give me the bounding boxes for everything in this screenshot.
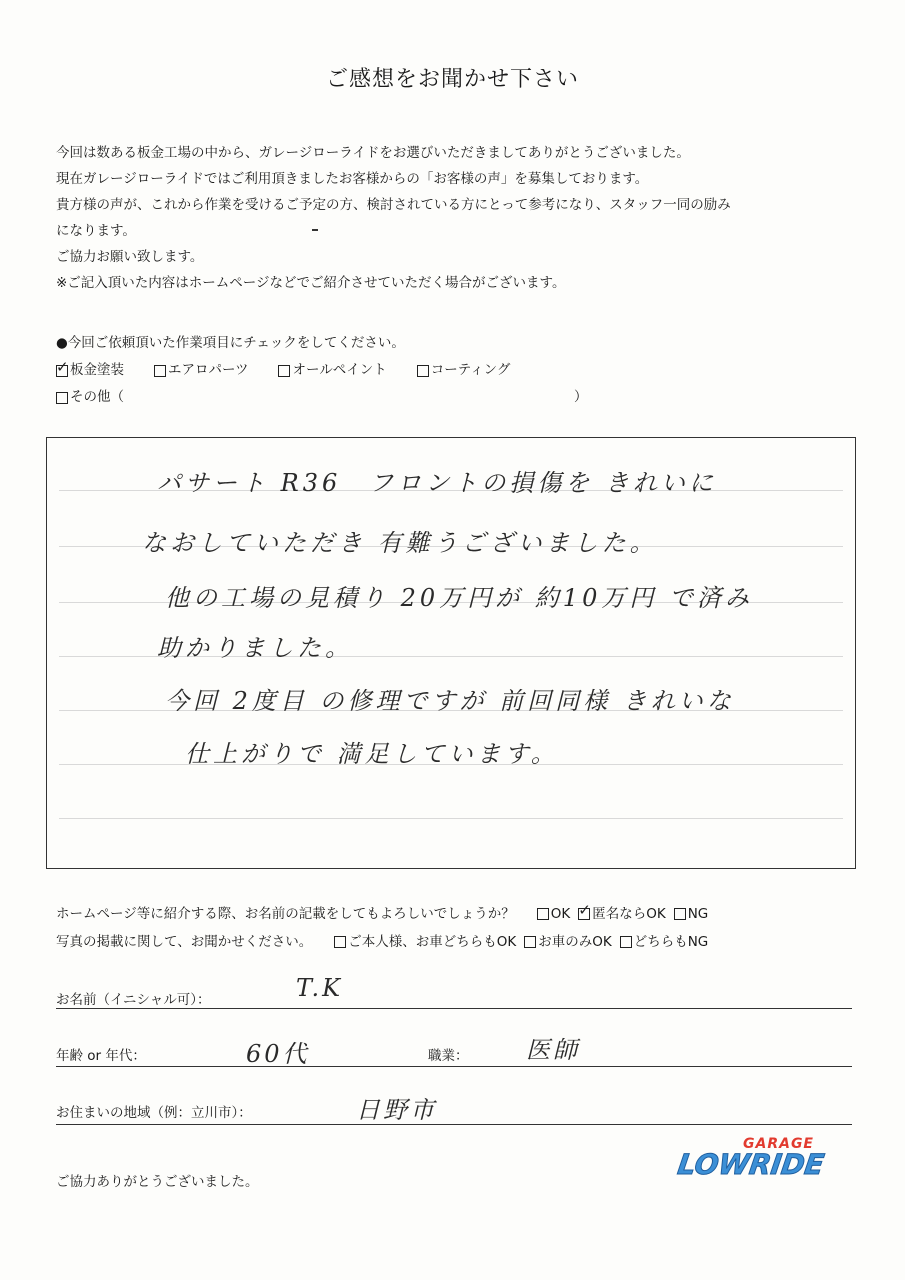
area-value[interactable]: 日野市 [356,1096,437,1124]
checkbox-label: ご本人様、お車どちらもOK [348,934,517,950]
area-underline [56,1124,852,1125]
checkbox-label: エアロパーツ [168,362,249,378]
photo-permission-question: 写真の掲載に関して、お聞かせください。 [56,934,313,950]
checkbox-bankin-tosou[interactable] [56,357,124,384]
work-items-section [56,330,588,411]
other-close-paren: ） [574,389,588,405]
age-label: 年齢 or 年代： [56,1048,146,1064]
work-items-question: ●今回ご依頼頂いた作業項目にチェックをしてください。 [56,335,405,351]
checkbox-coating[interactable] [417,357,511,384]
check-mark-icon: ✓ [56,357,69,376]
intro-line: ご協力お願い致します。 [56,249,204,265]
name-value[interactable]: T.K [296,974,344,1002]
work-items-other-row [56,384,588,411]
intro-line: になります。 [56,223,136,239]
checkbox-label: OK [550,906,571,922]
logo-lowride-text: LOWRIDE [675,1148,827,1181]
scan-speck [312,229,318,231]
checkbox-box [524,936,536,948]
name-label: お名前（イニシャル可）： [56,992,211,1008]
thanks-text: ご協力ありがとうございました。 [56,1174,259,1190]
name-underline [56,1008,852,1009]
age-job-underline [56,1066,852,1067]
handwritten-line: 他の工場の見積り 20万円が 約10万円 で済み [165,584,753,612]
checkbox-box [674,908,686,920]
page-title: ご感想をお聞かせ下さい [325,67,579,92]
checkbox-all-paint[interactable] [278,357,386,384]
checkbox-box [537,908,549,920]
handwritten-line: 助かりました。 [157,634,353,662]
handwritten-line: 今回 2度目 の修理ですが 前回同様 きれいな [165,687,735,715]
checkbox-aero-parts[interactable] [154,357,248,384]
checkbox-box [417,365,429,377]
comment-box[interactable] [46,437,856,869]
name-permission-question: ホームページ等に紹介する際、お名前の記載をしてもよろしいでしょうか？ [56,906,515,922]
checkbox-box [334,936,346,948]
checkbox-name-ok[interactable] [537,900,570,928]
checkbox-label: どちらもNG [633,934,709,950]
checkbox-label: その他（ [70,389,124,405]
intro-line: 今回は数ある板金工場の中から、ガレージローライドをお選びいただきましてありがとうございました。 [56,145,690,161]
checkbox-box [578,901,591,920]
check-mark-icon: ✓ [578,901,591,919]
intro-text [56,140,856,296]
intro-line: 貴方様の声が、これから作業を受けるご予定の方、検討されている方にとって参考になり、スタッフ一同の励み [56,197,731,213]
garage-lowride-logo [675,1136,828,1192]
checkbox-box [620,936,632,948]
checkbox-label: 板金塗装 [70,362,124,378]
checkbox-photo-car-only[interactable] [524,928,611,956]
ruled-line [59,818,843,819]
handwritten-line: パサート R36 フロントの損傷を きれいに [157,469,717,497]
checkbox-label: NG [687,906,709,922]
handwritten-line: 仕上がりで 満足しています。 [185,740,559,768]
work-items-options [56,357,588,384]
logo-garage-text: GARAGE [743,1136,814,1152]
photo-permission-row [56,928,716,956]
checkbox-photo-both-ok[interactable] [334,928,516,956]
checkbox-name-ng[interactable] [674,900,709,928]
checkbox-box [56,392,68,404]
job-value[interactable]: 医師 [526,1036,580,1064]
checkbox-box [56,357,69,377]
checkbox-label: 匿名ならOK [592,906,666,922]
checkbox-box [154,365,166,377]
intro-line: ※ご記入頂いた内容はホームページなどでご紹介させていただく場合がございます。 [56,275,566,291]
intro-line: 現在ガレージローライドではご利用頂きましたお客様からの「お客様の声」を募集しております。 [56,171,649,187]
checkbox-label: オールペイント [292,362,387,378]
checkbox-name-anonymous-ok[interactable] [578,900,665,928]
checkbox-photo-ng[interactable] [620,928,709,956]
checkbox-box [278,365,290,377]
age-value[interactable]: 60代 [246,1040,310,1068]
checkbox-label: お車のみOK [538,934,612,950]
permission-section [56,900,716,956]
checkbox-label: コーティング [430,362,511,378]
checkbox-other[interactable] [56,384,124,411]
area-label: お住まいの地域（例：立川市）： [56,1105,252,1121]
handwritten-line: なおしていただき 有難うございました。 [142,529,658,557]
job-label: 職業： [428,1048,469,1064]
name-permission-row [56,900,716,928]
